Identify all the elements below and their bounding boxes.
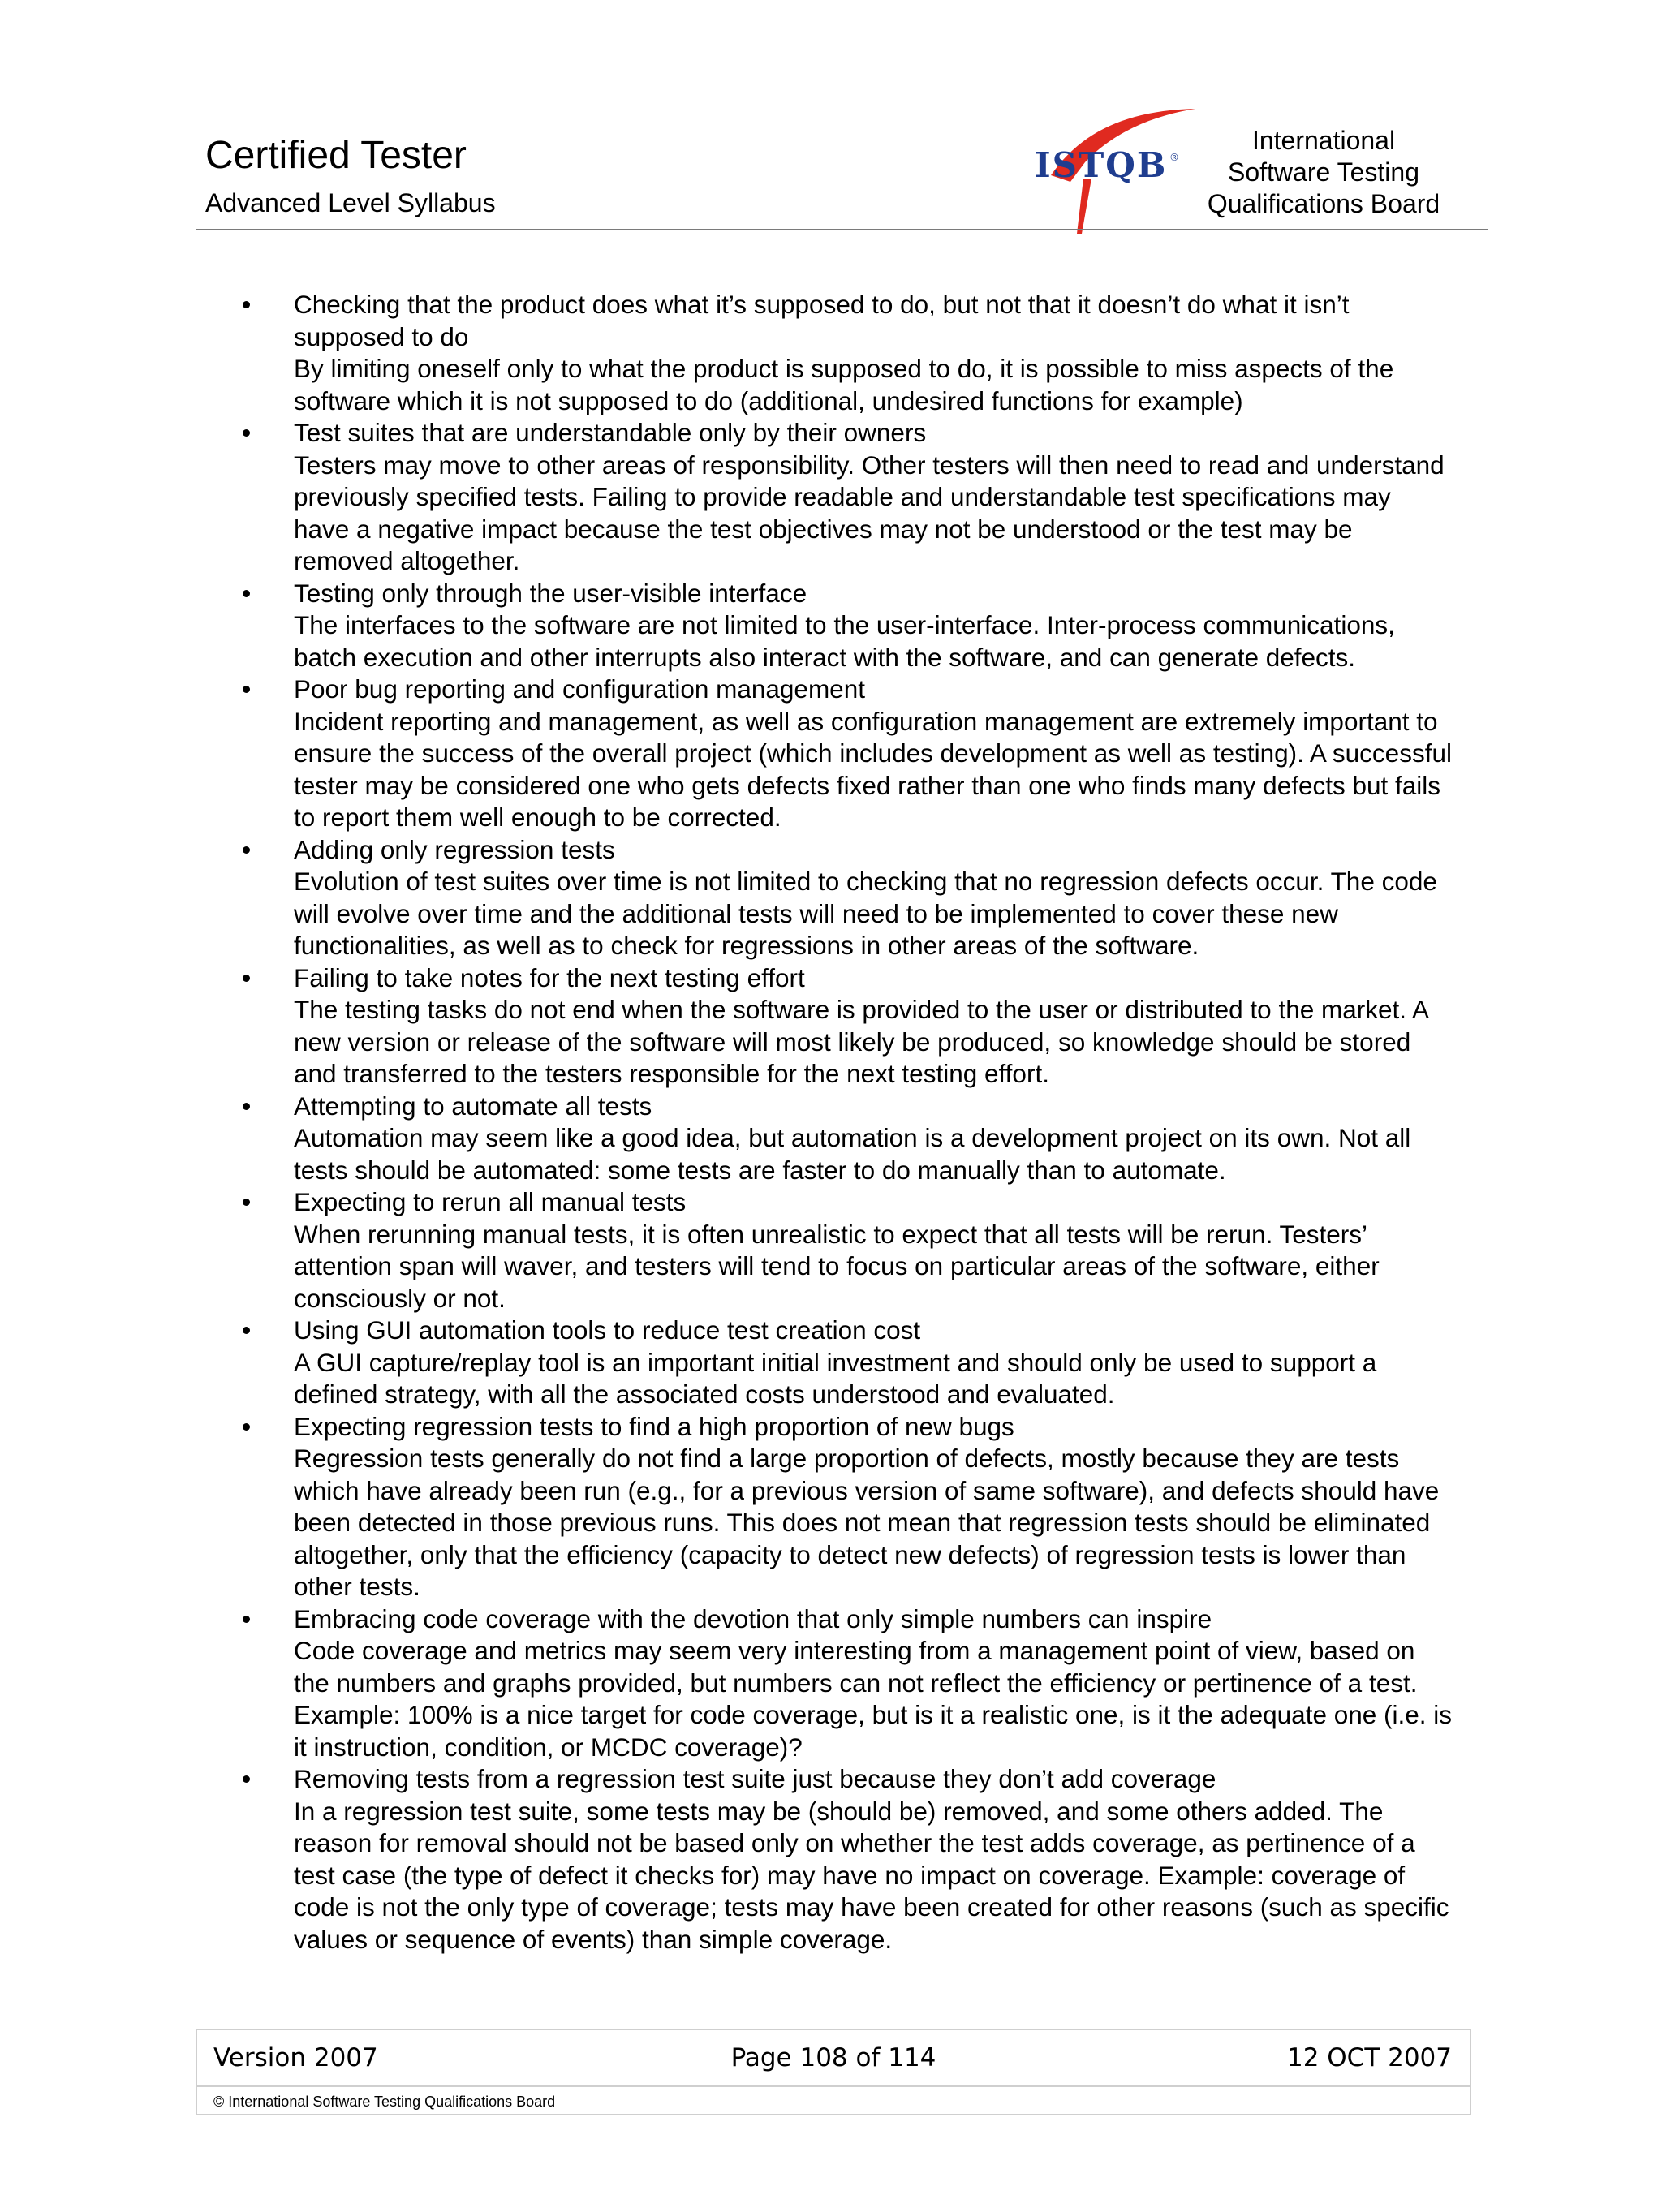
organization-name: [1169, 125, 1478, 220]
item-heading: Expecting regression tests to find a high proportion of new bugs: [294, 1411, 1014, 1441]
item-heading: Checking that the product does what it’s supposed to do, but not that it doesn’t do what it isn’t supposed to do: [294, 290, 1350, 351]
bullet-icon: [243, 578, 254, 597]
list-item: [235, 1091, 1453, 1187]
item-body: The testing tasks do not end when the software is provided to the user or distributed to the market. A new version or release of the software will most likely be produced, so knowledge should be stored and transferred to the testers responsible for the next testing effort.: [294, 995, 1428, 1088]
footer-page-number: Page 108 of 114: [730, 2043, 936, 2072]
item-body: Code coverage and metrics may seem very interesting from a management point of view, based on the numbers and graphs provided, but numbers can not reflect the efficiency or pertinence of a test. Example: 100% is a nice target for code coverage, but is it a realistic one, is it the adequate one (i.e. is it instruction, condition, or MCDC coverage)?: [294, 1636, 1453, 1762]
list-item: [235, 417, 1453, 578]
item-heading: Attempting to automate all tests: [294, 1091, 652, 1121]
item-body: Automation may seem like a good idea, but automation is a development project on its own. Not all tests should be automated: some tests are faster to do manually than to automate.: [294, 1123, 1411, 1185]
list-item: [235, 289, 1453, 417]
footer-copyright: © International Software Testing Qualifications Board: [213, 2094, 556, 2110]
item-body: Testers may move to other areas of responsibility. Other testers will then need to read and understand previously specified tests. Failing to provide readable and understandable test specifications may have a negative impact because the test objectives may not be understood or the test may be removed altogether.: [294, 450, 1445, 575]
list-item: [235, 1411, 1453, 1603]
item-body: In a regression test suite, some tests may be (should be) removed, and some others added. The reason for removal should not be based only on whether the test adds coverage, as pertinence of a test case (the type of defect it checks for) may have no impact on coverage. Example: coverage of code is not the only type of coverage; tests may have been created for other reasons (such as specific values or sequence of events) than simple coverage.: [294, 1796, 1449, 1954]
logo-text: ISTQB: [1035, 145, 1168, 185]
org-line-3: Qualifications Board: [1207, 189, 1440, 218]
item-body: Regression tests generally do not find a large proportion of defects, mostly because they are tests which have already been run (e.g., for a previous version of same software), and defects should have been detected in those previous runs. This does not mean that regression tests should be eliminated altogether, only that the efficiency (capacity to detect new defects) of regression tests is lower than other tests.: [294, 1444, 1440, 1601]
list-item: [235, 673, 1453, 834]
bullet-icon: [243, 289, 254, 308]
bullet-icon: [243, 1315, 254, 1334]
list-item: [235, 962, 1453, 1091]
item-heading: Expecting to rerun all manual tests: [294, 1187, 687, 1216]
item-heading: Adding only regression tests: [294, 834, 615, 864]
page-footer: [196, 2029, 1471, 2115]
footer-info-row: [197, 2030, 1470, 2085]
org-line-2: Software Testing: [1228, 157, 1419, 187]
bullet-icon: [243, 1091, 254, 1110]
item-body: The interfaces to the software are not limited to the user-interface. Inter-process communications, batch execution and other interrupts also interact with the software, and can generate defects.: [294, 610, 1395, 672]
list-item: [235, 1763, 1453, 1956]
bullet-icon: [243, 673, 254, 693]
item-heading: Testing only through the user-visible interface: [294, 578, 807, 608]
item-body: Incident reporting and management, as well as configuration management are extremely important to ensure the success of the overall project (which includes development as well as testing). A successful tester may be considered one who gets defects fixed rather than one who finds many defects but fails to report them well enough to be corrected.: [294, 706, 1452, 832]
list-item: [235, 578, 1453, 674]
item-body: A GUI capture/replay tool is an important initial investment and should only be used to support a defined strategy, with all the associated costs understood and evaluated.: [294, 1347, 1377, 1409]
bullet-icon: [243, 1186, 254, 1206]
bullet-icon: [243, 417, 254, 437]
bullet-icon: [243, 1603, 254, 1623]
item-heading: Poor bug reporting and configuration management: [294, 674, 865, 704]
org-line-1: International: [1251, 126, 1396, 155]
page-header: [196, 122, 1486, 232]
list-item: [235, 1315, 1453, 1411]
footer-divider: [197, 2085, 1470, 2087]
item-heading: Using GUI automation tools to reduce test creation cost: [294, 1315, 921, 1345]
item-heading: Removing tests from a regression test suite just because they don’t add coverage: [294, 1764, 1216, 1793]
item-body: By limiting oneself only to what the product is supposed to do, it is possible to miss aspects of the software which it is not supposed to do (additional, undesired functions for example): [294, 354, 1394, 415]
list-item: [235, 834, 1453, 962]
footer-version: Version 2007: [213, 2043, 378, 2072]
logo-stem: [1077, 179, 1091, 234]
item-body: When rerunning manual tests, it is often unrealistic to expect that all tests will be rerun. Testers’ attention span will waver, and testers will tend to focus on particular areas of the software, either consciously or not.: [294, 1219, 1380, 1313]
pitfalls-list: [235, 289, 1453, 1956]
logo-registered-mark: ®: [1169, 152, 1179, 163]
footer-date: 12 OCT 2007: [1286, 2043, 1452, 2072]
document-title: Certified Tester: [205, 134, 467, 177]
item-heading: Test suites that are understandable only by their owners: [294, 418, 927, 447]
header-divider: [196, 229, 1488, 230]
bullet-icon: [243, 1763, 254, 1783]
bullet-icon: [243, 962, 254, 982]
list-item: [235, 1603, 1453, 1764]
item-heading: Embracing code coverage with the devotion that only simple numbers can inspire: [294, 1603, 1212, 1633]
item-body: Evolution of test suites over time is not limited to checking that no regression defects occur. The code will evolve over time and the additional tests will need to be implemented to cover these new functionalities, as well as to check for regressions in other areas of the software.: [294, 867, 1437, 960]
document-subtitle: Advanced Level Syllabus: [205, 188, 496, 217]
bullet-icon: [243, 1411, 254, 1431]
list-item: [235, 1186, 1453, 1315]
item-heading: Failing to take notes for the next testing effort: [294, 962, 805, 992]
bullet-icon: [243, 834, 254, 854]
